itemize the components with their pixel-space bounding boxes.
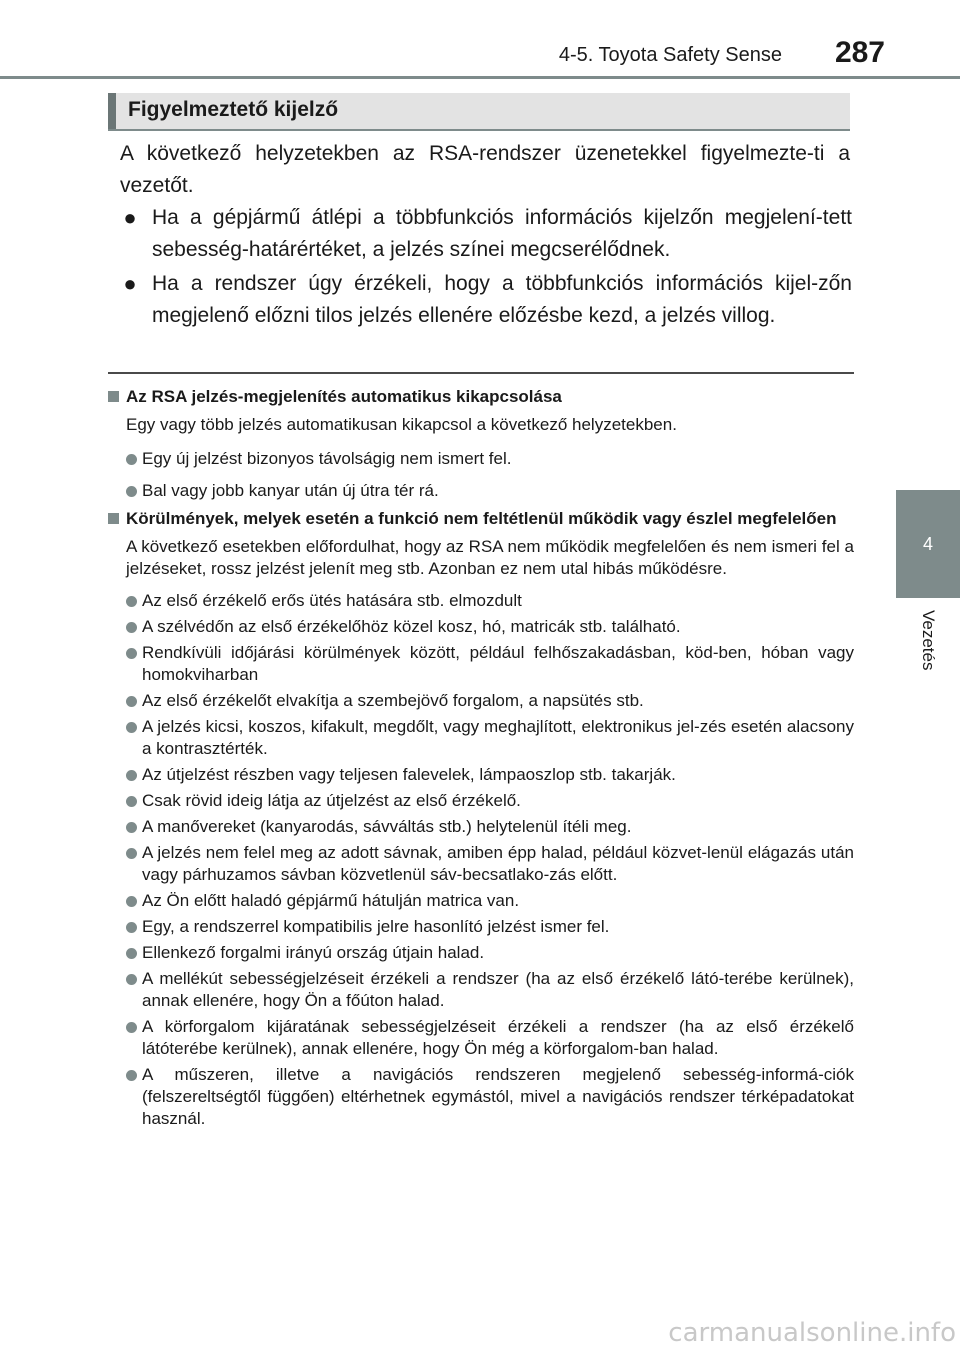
square-bullet-icon xyxy=(108,513,119,524)
list-item-text: Az első érzékelőt elvakítja a szembejövő forgalom, a napsütés stb. xyxy=(142,691,644,710)
bullet-icon xyxy=(126,696,137,707)
auto-off-title: Az RSA jelzés-megjelenítés automatikus kikapcsolása xyxy=(126,387,562,406)
list-item xyxy=(126,1064,854,1130)
list-item-text: Az első érzékelő erős ütés hatására stb. elmozdult xyxy=(142,591,522,610)
bullet-icon xyxy=(126,822,137,833)
section-divider xyxy=(108,372,854,374)
bullet-icon xyxy=(126,1070,137,1081)
auto-off-heading xyxy=(108,386,854,408)
bullet-icon xyxy=(126,796,137,807)
list-item-text: A műszeren, illetve a navigációs rendszeren megjelenő sebesség-informá-ciók (felszereltségtől függően) eltérhetnek egymástól, mivel a navigációs rendszer térképadatokat használ. xyxy=(142,1065,854,1128)
auto-off-paragraph: Egy vagy több jelzés automatikusan kikapcsol a következő helyzetekben. xyxy=(126,415,677,434)
limitations-title: Körülmények, melyek esetén a funkció nem feltétlenül működik vagy észlel megfelelően xyxy=(126,509,837,528)
list-item-text: Csak rövid ideig látja az útjelzést az első érzékelő. xyxy=(142,791,521,810)
list-item-text: Bal vagy jobb kanyar után új útra tér rá. xyxy=(142,481,439,500)
watermark: carmanualsonline.info xyxy=(668,1318,956,1348)
auto-off-section xyxy=(108,386,854,506)
bullet-icon: ● xyxy=(123,205,137,230)
chapter-label-wrap xyxy=(896,600,960,680)
section-heading xyxy=(108,93,850,131)
list-item xyxy=(126,642,854,686)
list-item xyxy=(126,590,854,612)
intro-paragraph: A következő helyzetekben az RSA-rendszer üzenetekkel figyelmezte-ti a vezetőt. xyxy=(120,142,850,197)
list-item xyxy=(126,942,854,964)
list-item xyxy=(126,842,854,886)
chapter-label: Vezetés xyxy=(919,609,938,671)
chapter-number: 4 xyxy=(922,533,933,554)
list-item xyxy=(126,916,854,938)
limitations-heading xyxy=(108,508,854,530)
bullet-icon xyxy=(126,1022,137,1033)
list-item xyxy=(126,816,854,838)
header-section-title: 4-5. Toyota Safety Sense xyxy=(558,44,782,66)
warning-item-text: Ha a gépjármű átlépi a többfunkciós információs kijelzőn megjelení-tett sebesség-határértéket, a jelzés színei megcserélődnek. xyxy=(152,206,852,261)
list-item-text: A jelzés nem felel meg az adott sávnak, amiben épp halad, például közvet-lenül elágazás után vagy párhuzamos sávban közvetlenül sáv-becsatlako-zás előtt. xyxy=(142,843,854,884)
list-item xyxy=(126,448,854,470)
list-item xyxy=(126,616,854,638)
list-item-text: A szélvédőn az első érzékelőhöz közel kosz, hó, matricák stb. található. xyxy=(142,617,681,636)
limitations-list xyxy=(108,590,854,1130)
section-heading-bar xyxy=(108,93,116,129)
list-item-text: Egy új jelzést bizonyos távolságig nem ismert fel. xyxy=(142,449,512,468)
warning-item xyxy=(120,202,852,266)
bullet-icon xyxy=(126,848,137,859)
warning-item xyxy=(120,268,852,332)
bullet-icon xyxy=(126,922,137,933)
list-item-text: A mellékút sebességjelzéseit érzékeli a rendszer (ha az első érzékelő látó-terébe kerülnek), annak ellenére, hogy Ön a főúton halad. xyxy=(142,969,854,1010)
bullet-icon xyxy=(126,896,137,907)
header-rule xyxy=(0,76,960,79)
chapter-tab xyxy=(896,490,960,598)
list-item xyxy=(126,764,854,786)
limitations-section xyxy=(108,508,854,1134)
list-item xyxy=(126,890,854,912)
list-item-text: A körforgalom kijáratának sebességjelzéseit érzékeli a rendszer (ha az első érzékelő látóterébe kerülnek), annak ellenére, hogy Ön még a körforgalom-ban halad. xyxy=(142,1017,854,1058)
page-number: 287 xyxy=(834,36,885,69)
bullet-icon xyxy=(126,948,137,959)
list-item xyxy=(126,790,854,812)
bullet-icon xyxy=(126,622,137,633)
bullet-icon xyxy=(126,770,137,781)
warning-item-text: Ha a rendszer úgy érzékeli, hogy a többfunkciós információs kijel-zőn megjelenő előzni tilos jelzés ellenére előzésbe kezd, a jelzés villog. xyxy=(152,272,852,327)
bullet-icon xyxy=(126,596,137,607)
list-item xyxy=(126,968,854,1012)
limitations-paragraph: A következő esetekben előfordulhat, hogy az RSA nem működik megfelelően és nem ismeri fel a jelzéseket, rossz jelzést jelenít meg stb. Azonban ez nem utal hibás működésre. xyxy=(126,537,854,578)
page-header xyxy=(0,0,960,80)
warning-list xyxy=(120,202,852,334)
auto-off-list xyxy=(108,448,854,502)
list-item-text: Az útjelzést részben vagy teljesen falevelek, lámpaoszlop stb. takarják. xyxy=(142,765,676,784)
list-item xyxy=(126,690,854,712)
bullet-icon: ● xyxy=(123,271,137,296)
list-item xyxy=(126,716,854,760)
list-item-text: Rendkívüli időjárási körülmények között, például felhőszakadásban, köd-ben, hóban vagy homokviharban xyxy=(142,643,854,684)
bullet-icon xyxy=(126,454,137,465)
square-bullet-icon xyxy=(108,391,119,402)
list-item xyxy=(126,1016,854,1060)
list-item-text: Az Ön előtt haladó gépjármű hátulján matrica van. xyxy=(142,891,520,910)
bullet-icon xyxy=(126,486,137,497)
bullet-icon xyxy=(126,722,137,733)
list-item-text: Egy, a rendszerrel kompatibilis jelre hasonlító jelzést ismer fel. xyxy=(142,917,610,936)
bullet-icon xyxy=(126,974,137,985)
list-item-text: Ellenkező forgalmi irányú ország útjain halad. xyxy=(142,943,485,962)
list-item-text: A manővereket (kanyarodás, sávváltás stb.) helytelenül ítéli meg. xyxy=(142,817,632,836)
section-heading-title: Figyelmeztető kijelző xyxy=(128,98,339,121)
bullet-icon xyxy=(126,648,137,659)
list-item-text: A jelzés kicsi, koszos, kifakult, megdőlt, vagy meghajlított, elektronikus jel-zés esetén alacsony a kontrasztérték. xyxy=(142,717,854,758)
list-item xyxy=(126,480,854,502)
